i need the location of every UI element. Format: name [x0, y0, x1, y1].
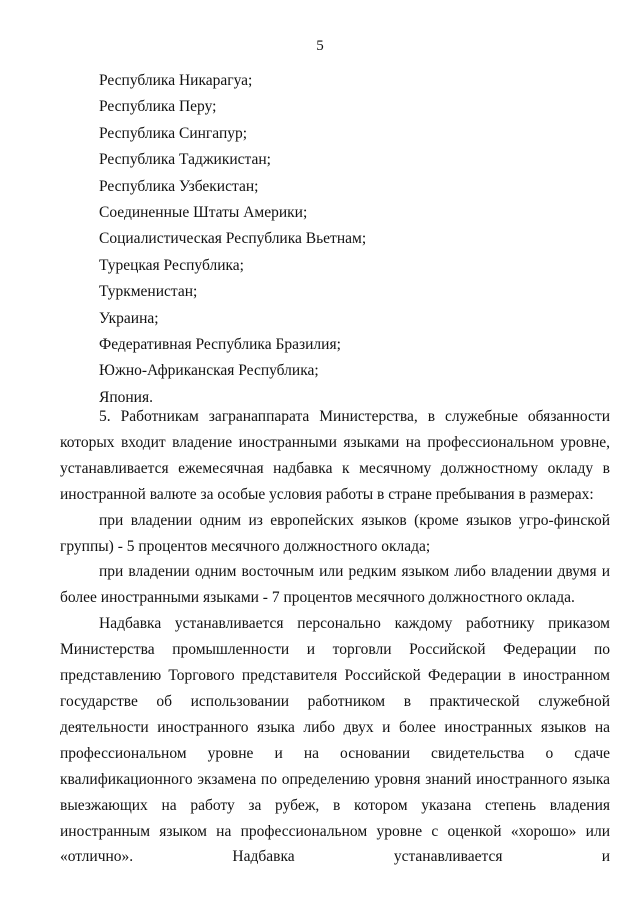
list-item: Республика Перу; [99, 98, 217, 116]
list-item: Украина; [99, 309, 159, 327]
list-item: Республика Сингапур; [99, 124, 248, 142]
page-number: 5 [316, 38, 324, 54]
list-item: Япония. [99, 388, 153, 406]
paragraph-allowance: Надбавка устанавливается персонально каждому работнику приказом Министерства промышленности и торговли Российской Федерации по представлению Торгового представителя Российской Федерации в иностранном государстве об использовании работником в практической служебной деятельности иностранного языка либо двух и более иностранных языков на профессиональном уровне и на основании свидетельства о сдаче квалификационного экзамена по определению уровня знаний иностранного языка выезжающих на работу за рубеж, в котором указана степень владения иностранным языком на профессиональном уровне с оценкой «хорошо» или «отлично». Надбавка устанавливается и [60, 615, 610, 866]
body-text [60, 404, 610, 870]
list-item: Республика Узбекистан; [99, 177, 259, 195]
list-item: Южно-Африканская Республика; [99, 362, 319, 380]
list-item: Социалистическая Республика Вьетнам; [99, 230, 367, 248]
list-item: Республика Никарагуа; [99, 72, 253, 89]
list-item: Соединенные Штаты Америки; [99, 203, 308, 221]
list-item: Туркменистан; [99, 283, 198, 301]
country-list [99, 68, 599, 411]
paragraph-european-languages: при владении одним из европейских языков (кроме языков угро-финской группы) - 5 процентов месячного должностного оклада; [60, 511, 610, 555]
paragraph-oriental-languages: при владении одним восточным или редким языком либо владении двумя и более иностранными языками - 7 процентов месячного должностного оклада. [60, 563, 610, 607]
list-item: Республика Таджикистан; [99, 151, 271, 169]
paragraph-item-5: 5. Работникам загранаппарата Министерства, в служебные обязанности которых входит владение иностранными языками на профессиональном уровне, устанавливается ежемесячная надбавка к месячному должностному окладу в иностранной валюте за особые условия работы в стране пребывания в размерах: [60, 408, 610, 503]
list-item: Турецкая Республика; [99, 256, 244, 274]
list-item: Федеративная Республика Бразилия; [99, 335, 341, 353]
